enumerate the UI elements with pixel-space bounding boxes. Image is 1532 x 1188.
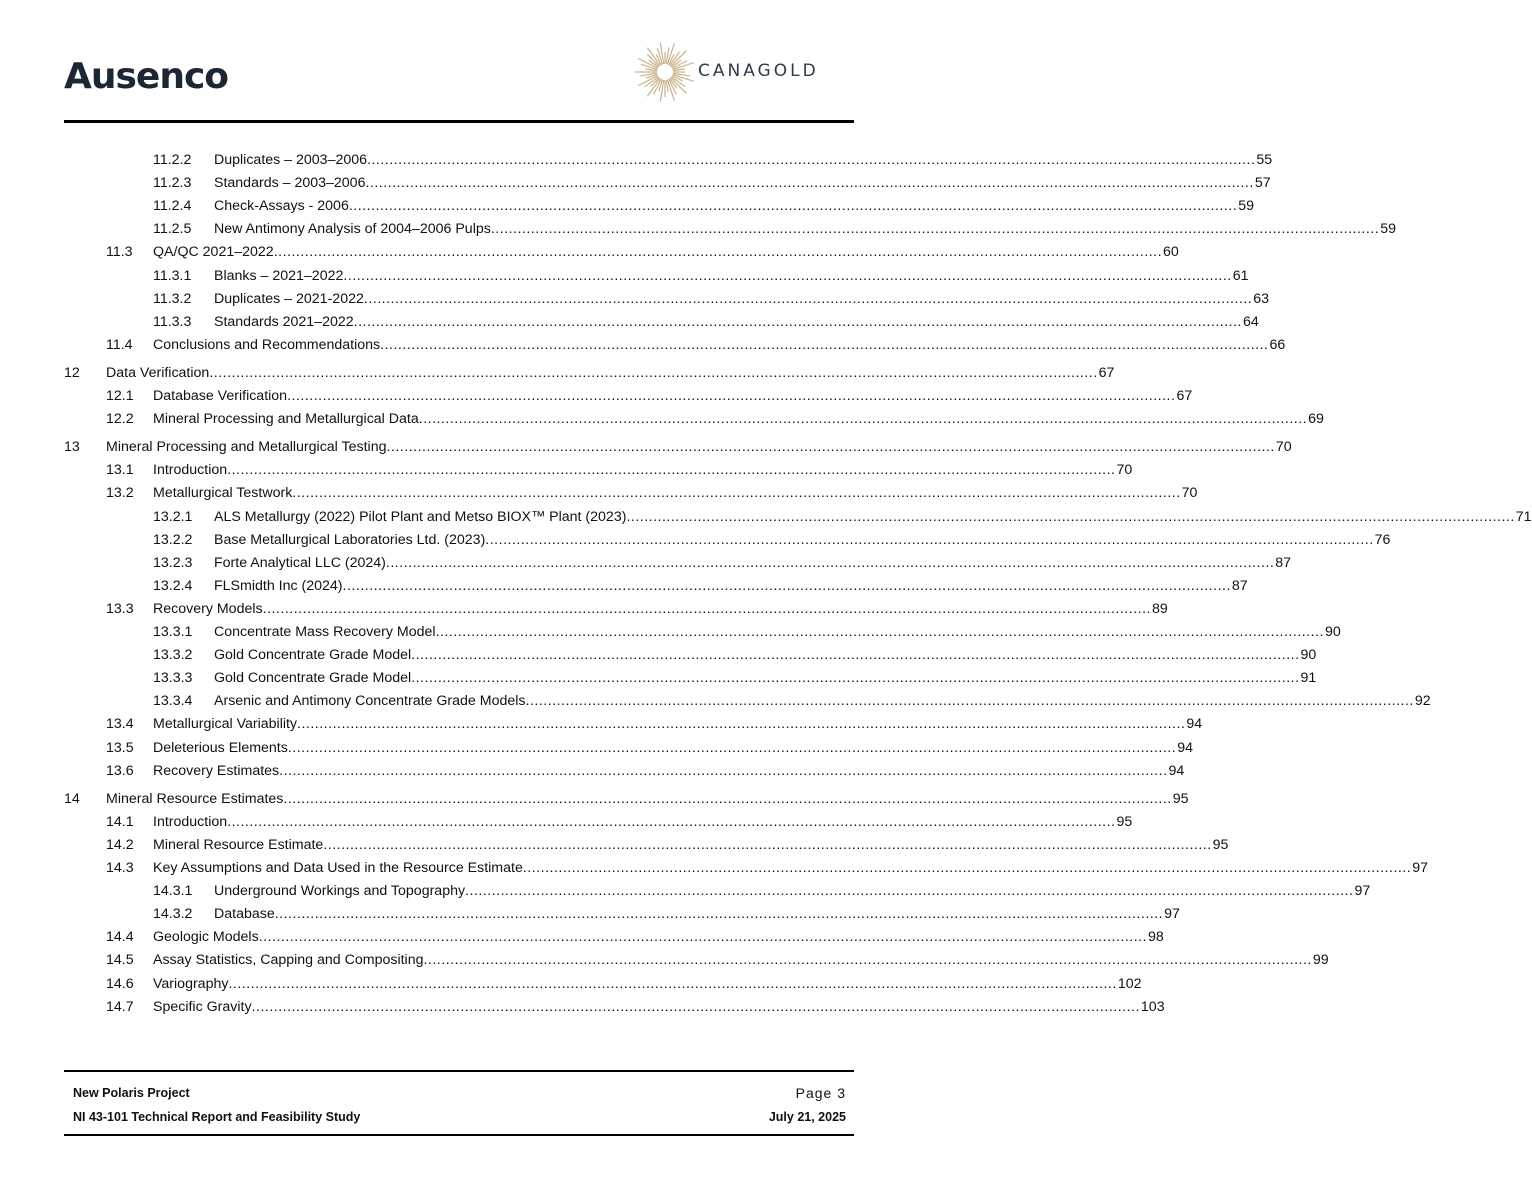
toc-entry-line bbox=[153, 599, 1168, 619]
toc-dot-leader: ........................................................................................................................................................................................................ bbox=[411, 647, 1300, 664]
toc-entry-line bbox=[153, 738, 1193, 758]
toc-dot-leader: ........................................................................................................................................................................................................ bbox=[292, 485, 1181, 502]
toc-dot-leader: ........................................................................................................................................................................................................ bbox=[209, 364, 1098, 381]
toc-page-number: 71 bbox=[1515, 508, 1532, 525]
toc-section-title: Underground Workings and Topography bbox=[214, 883, 466, 900]
toc-dot-leader: ........................................................................................................................................................................................................ bbox=[342, 577, 1231, 594]
footer-divider-bottom bbox=[64, 1134, 854, 1136]
toc-dot-leader: ........................................................................................................................................................................................................ bbox=[525, 693, 1414, 710]
toc-section-number: 13 bbox=[64, 439, 80, 456]
toc-section-number: 13.3.2 bbox=[153, 647, 193, 664]
toc-page-number: 95 bbox=[1172, 790, 1189, 807]
toc-section-title: Deleterious Elements bbox=[153, 739, 288, 756]
toc-section-number: 14.3.2 bbox=[153, 906, 193, 923]
toc-page-number: 63 bbox=[1253, 290, 1270, 307]
toc-section-number: 13.2.4 bbox=[153, 577, 193, 594]
toc-section-title: Key Assumptions and Data Used in the Resource Estimate bbox=[153, 860, 523, 876]
toc-page-number: 66 bbox=[1269, 336, 1286, 353]
toc-entry-line bbox=[106, 437, 1292, 457]
toc-entry-line bbox=[214, 150, 1273, 170]
toc-section-title: QA/QC 2021–2022 bbox=[153, 244, 274, 261]
toc-entry-line bbox=[214, 530, 1391, 550]
toc-entry[interactable] bbox=[64, 409, 1324, 429]
toc-entry-line bbox=[153, 242, 1179, 262]
toc-dot-leader: ........................................................................................................................................................................................................ bbox=[465, 883, 1354, 900]
toc-section-number: 13.4 bbox=[106, 716, 134, 733]
toc-section-title: Gold Concentrate Grade Model bbox=[214, 670, 412, 687]
toc-page-number: 76 bbox=[1374, 531, 1391, 548]
toc-dot-leader: ........................................................................................................................................................................................................ bbox=[227, 813, 1116, 830]
toc-dot-leader: ........................................................................................................................................................................................................ bbox=[353, 313, 1242, 330]
toc-dot-leader: ........................................................................................................................................................................................................ bbox=[273, 244, 1163, 261]
toc-section-number: 12 bbox=[64, 364, 80, 381]
ausenco-logo-text: Ausenco bbox=[64, 56, 229, 97]
toc-dot-leader: ........................................................................................................................................................................................................ bbox=[490, 221, 1380, 238]
toc-entry[interactable] bbox=[64, 386, 1193, 406]
toc-section-title: Mineral Resource Estimate bbox=[153, 836, 324, 853]
toc-dot-leader: ........................................................................................................................................................................................................ bbox=[423, 952, 1312, 969]
toc-section-title: Duplicates – 2021-2022 bbox=[214, 290, 364, 307]
toc-entry[interactable] bbox=[64, 812, 1133, 832]
toc-entry[interactable] bbox=[64, 289, 1270, 309]
toc-section-title: Metallurgical Testwork bbox=[153, 485, 293, 502]
toc-entry-line bbox=[153, 858, 1428, 878]
toc-section-title: Concentrate Mass Recovery Model bbox=[214, 624, 436, 640]
toc-section-number: 13.2 bbox=[106, 485, 134, 502]
toc-section-number: 13.3 bbox=[106, 600, 134, 617]
toc-entry[interactable] bbox=[64, 714, 1203, 734]
toc-section-number: 13.3.4 bbox=[153, 693, 193, 710]
toc-page-number: 94 bbox=[1186, 716, 1203, 733]
toc-entry-line bbox=[153, 927, 1164, 947]
toc-section-title: New Antimony Analysis of 2004–2006 Pulps bbox=[214, 221, 491, 238]
toc-entry-line bbox=[214, 553, 1292, 573]
toc-page-number: 67 bbox=[1176, 388, 1193, 404]
toc-page-number: 64 bbox=[1243, 313, 1259, 330]
toc-section-title: Assay Statistics, Capping and Compositing bbox=[153, 952, 424, 969]
toc-entry-line bbox=[214, 691, 1431, 711]
toc-dot-leader: ........................................................................................................................................................................................................ bbox=[323, 836, 1212, 853]
toc-section-title: Introduction bbox=[153, 813, 228, 830]
toc-dot-leader: ........................................................................................................................................................................................................ bbox=[411, 670, 1300, 687]
toc-entry-line bbox=[214, 904, 1180, 924]
toc-section-title: Duplicates – 2003–2006 bbox=[214, 152, 368, 168]
toc-section-title: Recovery Models bbox=[153, 600, 263, 617]
toc-page-number: 95 bbox=[1212, 836, 1229, 853]
toc-section-number: 13.3.1 bbox=[153, 624, 193, 640]
toc-entry-line bbox=[153, 950, 1329, 970]
toc-page-number: 90 bbox=[1300, 647, 1317, 664]
header-divider bbox=[64, 120, 854, 123]
toc-section-title: Database Verification bbox=[153, 388, 288, 404]
toc-page-number: 70 bbox=[1116, 462, 1133, 479]
toc-entry-line bbox=[214, 266, 1249, 286]
toc-entry-line bbox=[153, 761, 1185, 781]
toc-section-number: 14.2 bbox=[106, 836, 134, 853]
toc-page-number: 97 bbox=[1412, 860, 1428, 876]
canagold-logo-text: CANAGOLD bbox=[698, 61, 819, 81]
toc-section-number: 12.2 bbox=[106, 411, 134, 428]
toc-entry-line bbox=[153, 835, 1229, 855]
toc-entry[interactable] bbox=[64, 789, 1189, 809]
toc-entry-line bbox=[153, 997, 1165, 1017]
toc-entry-line bbox=[214, 622, 1341, 642]
toc-entry[interactable] bbox=[64, 437, 1292, 457]
toc-entry-line bbox=[153, 483, 1198, 503]
toc-section-number: 13.2.2 bbox=[153, 531, 193, 548]
toc-dot-leader: ........................................................................................................................................................................................................ bbox=[287, 739, 1177, 756]
toc-dot-leader: ........................................................................................................................................................................................................ bbox=[262, 600, 1151, 617]
toc-entry-line bbox=[153, 335, 1286, 355]
toc-entry-line bbox=[153, 714, 1203, 734]
toc-entry[interactable] bbox=[64, 599, 1168, 619]
toc-section-number: 13.2.3 bbox=[153, 554, 193, 571]
toc-dot-leader: ........................................................................................................................................................................................................ bbox=[626, 508, 1515, 525]
toc-section-number: 13.5 bbox=[106, 739, 134, 756]
toc-page-number: 59 bbox=[1380, 221, 1396, 238]
toc-section-number: 14.3 bbox=[106, 860, 134, 876]
toc-page-number: 90 bbox=[1324, 624, 1341, 640]
toc-entry[interactable] bbox=[64, 835, 1229, 855]
toc-section-title: Database bbox=[214, 906, 275, 923]
toc-section-title: ALS Metallurgy (2022) Pilot Plant and Metso BIOX™ Plant (2023) bbox=[214, 508, 627, 525]
toc-page-number: 103 bbox=[1140, 998, 1165, 1015]
footer-page-number: Page 3 bbox=[795, 1085, 846, 1101]
toc-section-number: 11.3 bbox=[106, 244, 133, 261]
toc-dot-leader: ........................................................................................................................................................................................................ bbox=[367, 152, 1256, 168]
toc-entry-line bbox=[214, 576, 1248, 596]
toc-page-number: 69 bbox=[1308, 411, 1324, 428]
toc-section-number: 11.3.2 bbox=[153, 290, 192, 307]
toc-page-number: 91 bbox=[1300, 670, 1317, 687]
toc-entry-line bbox=[214, 668, 1317, 688]
toc-entry[interactable] bbox=[64, 460, 1133, 480]
toc-page-number: 70 bbox=[1181, 485, 1198, 502]
sunburst-icon bbox=[636, 40, 694, 104]
toc-entry[interactable] bbox=[64, 645, 1317, 665]
toc-entry[interactable] bbox=[64, 691, 1431, 711]
toc-page-number: 55 bbox=[1256, 152, 1273, 168]
toc-section-number: 13.3.3 bbox=[153, 670, 193, 687]
toc-entry-line bbox=[214, 312, 1259, 332]
toc-section-number: 14 bbox=[64, 790, 80, 807]
toc-section-title: Blanks – 2021–2022 bbox=[214, 267, 344, 284]
toc-section-title: Standards 2021–2022 bbox=[214, 313, 354, 330]
toc-dot-leader: ........................................................................................................................................................................................................ bbox=[279, 762, 1168, 779]
toc-dot-leader: ........................................................................................................................................................................................................ bbox=[343, 267, 1232, 284]
toc-section-number: 14.1 bbox=[106, 813, 134, 830]
toc-page-number: 95 bbox=[1116, 813, 1133, 830]
toc-section-title: Specific Gravity bbox=[153, 998, 252, 1015]
toc-page-number: 97 bbox=[1354, 883, 1371, 900]
toc-entry[interactable] bbox=[64, 738, 1193, 758]
toc-section-number: 11.3.1 bbox=[153, 267, 192, 284]
toc-page-number: 70 bbox=[1275, 439, 1292, 456]
toc-dot-leader: ........................................................................................................................................................................................................ bbox=[227, 462, 1116, 479]
toc-entry[interactable] bbox=[64, 242, 1179, 262]
toc-entry[interactable] bbox=[64, 312, 1259, 332]
toc-section-number: 14.4 bbox=[106, 929, 134, 946]
toc-dot-leader: ........................................................................................................................................................................................................ bbox=[380, 336, 1269, 353]
toc-entry-line bbox=[214, 289, 1270, 309]
toc-entry-line bbox=[153, 812, 1133, 832]
toc-entry[interactable] bbox=[64, 997, 1165, 1017]
toc-section-number: 14.3.1 bbox=[153, 883, 193, 900]
toc-page-number: 97 bbox=[1164, 906, 1180, 923]
toc-page-number: 57 bbox=[1254, 175, 1271, 192]
toc-section-title: Recovery Estimates bbox=[153, 762, 280, 779]
toc-section-title: Conclusions and Recommendations bbox=[153, 336, 381, 353]
toc-section-number: 14.7 bbox=[106, 998, 134, 1015]
toc-entry[interactable] bbox=[64, 507, 1532, 527]
toc-dot-leader: ........................................................................................................................................................................................................ bbox=[274, 906, 1164, 923]
toc-page-number: 59 bbox=[1238, 198, 1254, 215]
toc-entry[interactable] bbox=[64, 173, 1271, 193]
toc-section-title: Standards – 2003–2006 bbox=[214, 175, 366, 192]
toc-section-number: 11.2.4 bbox=[153, 198, 192, 215]
toc-section-title: Gold Concentrate Grade Model bbox=[214, 647, 412, 664]
toc-section-title: Check-Assays - 2006 bbox=[214, 198, 349, 215]
toc-entry-line bbox=[106, 789, 1189, 809]
footer-project: New Polaris Project bbox=[73, 1086, 190, 1100]
toc-entry-line bbox=[153, 974, 1142, 994]
canagold-logo bbox=[636, 40, 846, 104]
toc-entry[interactable] bbox=[64, 668, 1317, 688]
toc-page-number: 89 bbox=[1151, 600, 1168, 617]
toc-entry-line bbox=[214, 881, 1371, 901]
toc-page-number: 61 bbox=[1232, 267, 1249, 284]
toc-page-number: 94 bbox=[1177, 739, 1193, 756]
toc-entry[interactable] bbox=[64, 530, 1391, 550]
toc-entry[interactable] bbox=[64, 335, 1286, 355]
toc-section-title: FLSmidth Inc (2024) bbox=[214, 577, 343, 594]
toc-section-number: 14.6 bbox=[106, 975, 134, 992]
toc-page-number: 98 bbox=[1148, 929, 1164, 946]
toc-section-number: 13.1 bbox=[106, 462, 134, 479]
toc-page-number: 102 bbox=[1117, 975, 1142, 992]
footer-report-title: NI 43-101 Technical Report and Feasibility Study bbox=[73, 1110, 361, 1124]
toc-section-title: Mineral Processing and Metallurgical Data bbox=[153, 411, 419, 428]
toc-section-number: 11.4 bbox=[106, 336, 133, 353]
toc-entry[interactable] bbox=[64, 622, 1341, 642]
toc-dot-leader: ........................................................................................................................................................................................................ bbox=[385, 554, 1275, 571]
toc-dot-leader: ........................................................................................................................................................................................................ bbox=[386, 439, 1275, 456]
toc-entry-line bbox=[214, 645, 1317, 665]
toc-section-title: Data Verification bbox=[106, 364, 210, 381]
toc-entry[interactable] bbox=[64, 761, 1185, 781]
toc-dot-leader: ........................................................................................................................................................................................................ bbox=[522, 860, 1412, 876]
toc-entry-line bbox=[214, 173, 1271, 193]
toc-section-title: Introduction bbox=[153, 462, 228, 479]
toc-page-number: 99 bbox=[1312, 952, 1329, 969]
toc-entry-line bbox=[153, 409, 1324, 429]
toc-entry[interactable] bbox=[64, 881, 1371, 901]
toc-entry[interactable] bbox=[64, 266, 1249, 286]
toc-section-title: Forte Analytical LLC (2024) bbox=[214, 554, 386, 571]
toc-section-title: Mineral Processing and Metallurgical Testing bbox=[106, 439, 387, 456]
toc-entry-line bbox=[214, 219, 1396, 239]
toc-entry-line bbox=[214, 507, 1532, 527]
toc-page-number: 87 bbox=[1231, 577, 1248, 594]
toc-page-number: 92 bbox=[1414, 693, 1431, 710]
toc-dot-leader: ........................................................................................................................................................................................................ bbox=[258, 929, 1148, 946]
toc-section-title: Arsenic and Antimony Concentrate Grade Models bbox=[214, 693, 526, 710]
toc-dot-leader: ........................................................................................................................................................................................................ bbox=[287, 388, 1176, 404]
toc-dot-leader: ........................................................................................................................................................................................................ bbox=[485, 531, 1374, 548]
footer-date: July 21, 2025 bbox=[768, 1110, 846, 1124]
toc-dot-leader: ........................................................................................................................................................................................................ bbox=[348, 198, 1238, 215]
toc-section-title: Metallurgical Variability bbox=[153, 716, 298, 733]
toc-entry[interactable] bbox=[64, 483, 1198, 503]
toc-section-title: Geologic Models bbox=[153, 929, 259, 946]
toc-entry[interactable] bbox=[64, 904, 1180, 924]
toc-entry-line bbox=[214, 196, 1254, 216]
toc-dot-leader: ........................................................................................................................................................................................................ bbox=[435, 624, 1324, 640]
toc-page-number: 94 bbox=[1168, 762, 1185, 779]
toc-dot-leader: ........................................................................................................................................................................................................ bbox=[365, 175, 1254, 192]
toc-entry[interactable] bbox=[64, 363, 1115, 383]
toc-page-number: 60 bbox=[1163, 244, 1179, 261]
toc-dot-leader: ........................................................................................................................................................................................................ bbox=[251, 998, 1140, 1015]
toc-entry[interactable] bbox=[64, 974, 1142, 994]
toc-section-title: Variography bbox=[153, 975, 229, 992]
toc-dot-leader: ........................................................................................................................................................................................................ bbox=[363, 290, 1253, 307]
toc-entry-line bbox=[153, 386, 1193, 406]
footer-divider-top bbox=[64, 1070, 854, 1072]
toc-entry[interactable] bbox=[64, 950, 1329, 970]
toc-entry[interactable] bbox=[64, 150, 1273, 170]
toc-section-number: 11.3.3 bbox=[153, 313, 192, 330]
toc-entry-line bbox=[153, 460, 1133, 480]
toc-dot-leader: ........................................................................................................................................................................................................ bbox=[297, 716, 1186, 733]
toc-entry[interactable] bbox=[64, 196, 1254, 216]
toc-section-number: 13.2.1 bbox=[153, 508, 193, 525]
toc-entry-line bbox=[106, 363, 1115, 383]
toc-section-number: 14.5 bbox=[106, 952, 134, 969]
toc-dot-leader: ........................................................................................................................................................................................................ bbox=[228, 975, 1117, 992]
toc-section-number: 13.6 bbox=[106, 762, 134, 779]
ausenco-logo bbox=[64, 56, 228, 97]
toc-section-number: 12.1 bbox=[106, 388, 134, 404]
toc-dot-leader: ........................................................................................................................................................................................................ bbox=[283, 790, 1172, 807]
toc-section-title: Mineral Resource Estimates bbox=[106, 790, 284, 807]
toc-section-number: 11.2.3 bbox=[153, 175, 192, 192]
toc-page-number: 87 bbox=[1275, 554, 1292, 571]
toc-entry[interactable] bbox=[64, 553, 1292, 573]
toc-section-number: 11.2.2 bbox=[153, 152, 192, 168]
toc-entry[interactable] bbox=[64, 576, 1248, 596]
toc-entry[interactable] bbox=[64, 219, 1396, 239]
toc-page-number: 67 bbox=[1098, 364, 1115, 381]
toc-dot-leader: ........................................................................................................................................................................................................ bbox=[418, 411, 1308, 428]
toc-entry[interactable] bbox=[64, 858, 1428, 878]
toc-section-title: Base Metallurgical Laboratories Ltd. (2023) bbox=[214, 531, 486, 548]
toc-entry[interactable] bbox=[64, 927, 1164, 947]
toc-section-number: 11.2.5 bbox=[153, 221, 192, 238]
